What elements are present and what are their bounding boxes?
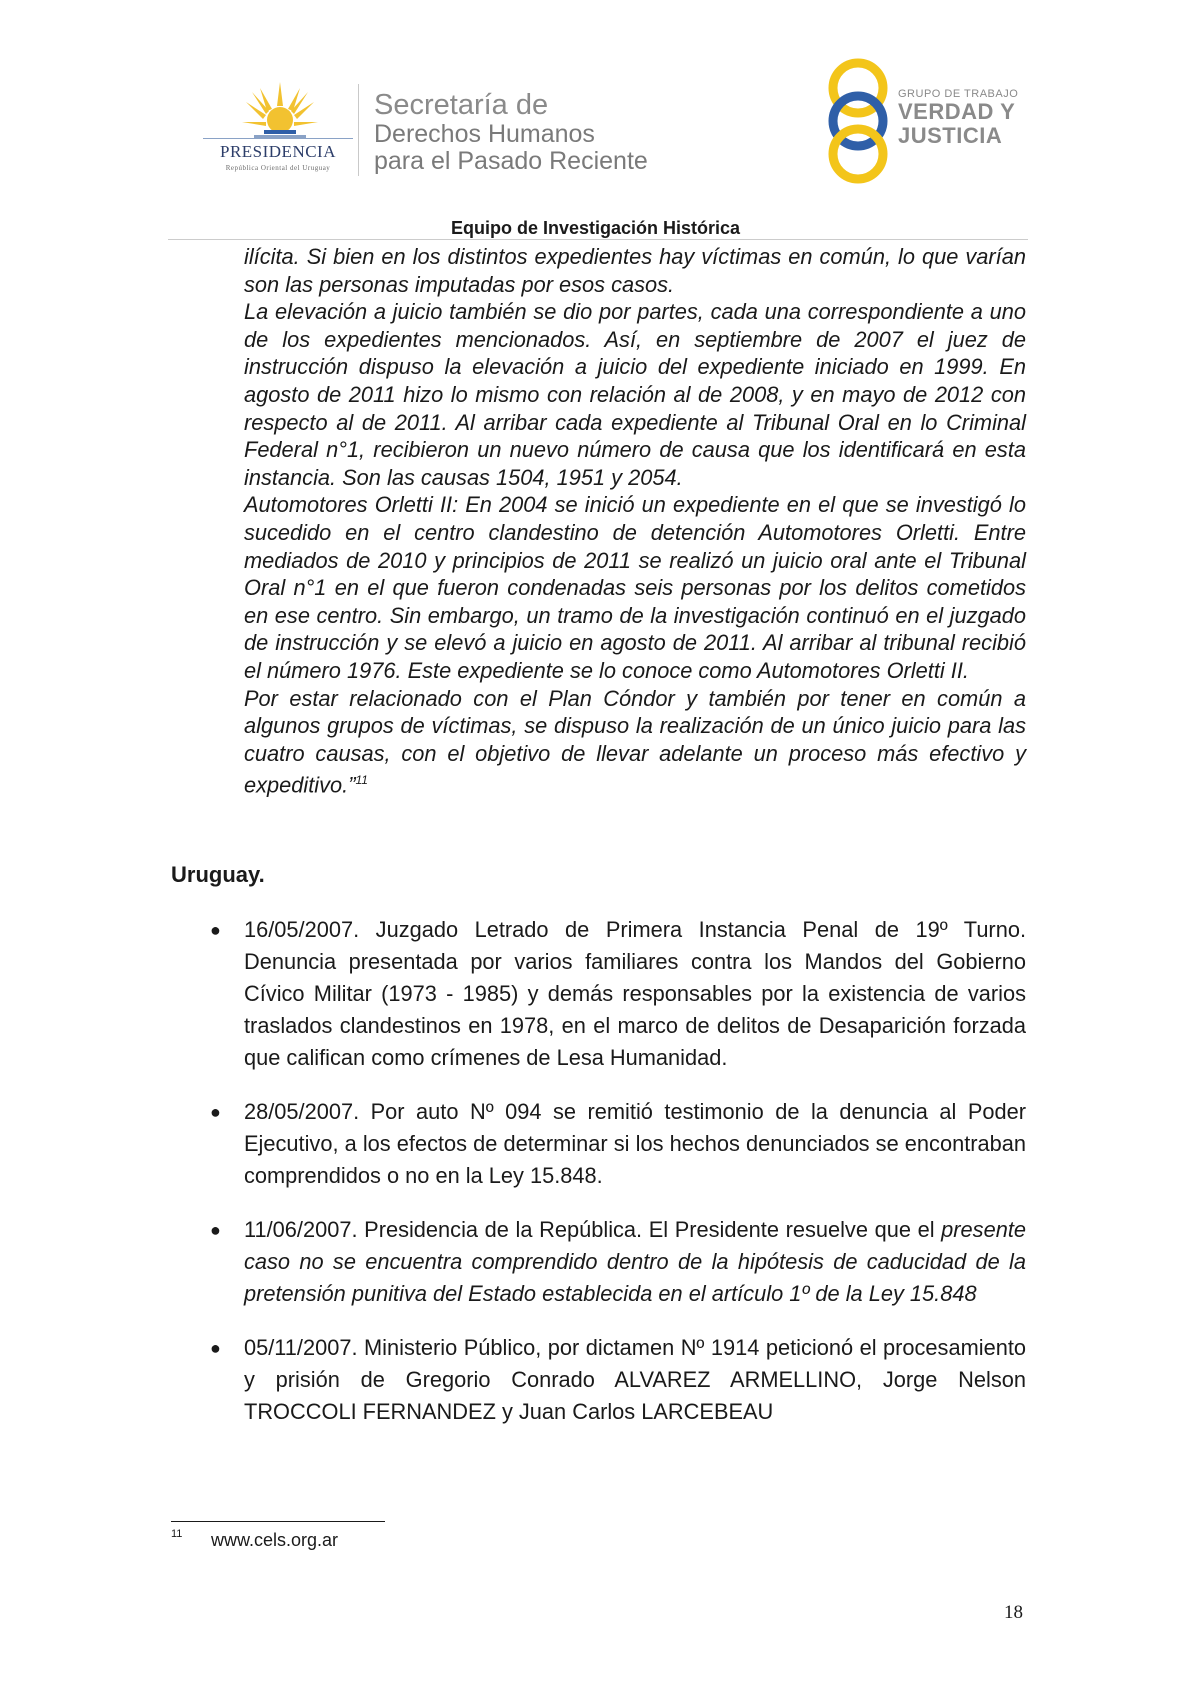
presidencia-subtitle: República Oriental del Uruguay	[225, 164, 331, 172]
bullet-icon: ●	[210, 1102, 221, 1122]
list-item-text: 16/05/2007. Juzgado Letrado de Primera Instancia Penal de 19º Turno. Denuncia presentada por varios familiares contra los Mandos del Gobierno Cívico Militar (1973 - 1985) y demás responsables por la existencia de varios traslados clandestinos en 1978, en el marco de delitos de Desaparición forzada que califican como crímenes de Lesa Humanidad.	[244, 917, 1026, 1070]
list-item	[206, 1214, 1026, 1310]
footnote-number: 11	[171, 1528, 183, 1540]
secretaria-logo	[374, 90, 648, 175]
bullet-icon: ●	[210, 1338, 221, 1358]
header-rule	[168, 239, 1028, 240]
quoted-text-block	[244, 243, 1026, 799]
linked-rings-icon	[822, 58, 894, 184]
verdad-justicia-text	[898, 88, 1018, 148]
quote-paragraph-2: La elevación a juicio también se dio por partes, cada una correspondiente a uno de los expedientes mencionados. Así, en septiembre de 2007 el juez de instrucción dispuso la elevación a juicio del expediente iniciado en 1999. En agosto de 2011 hizo lo mismo con relación al de 2008, y en mayo de 2012 con respecto al de 2011. Al arribar cada expediente al Tribunal Oral en lo Criminal Federal n°1, recibieron un nuevo número de causa que los identificará en esta instancia. Son las causas 1504, 1951 y 2054.	[244, 299, 1026, 490]
secretaria-line2: Derechos Humanos	[374, 120, 595, 148]
list-item	[206, 914, 1026, 1074]
grupo-line2: VERDAD Y	[898, 99, 1016, 124]
header-divider	[358, 84, 359, 176]
grupo-line1: GRUPO DE TRABAJO	[898, 88, 1019, 100]
quote-paragraph-3: Automotores Orletti II: En 2004 se inició un expediente en el que se investigó lo sucedido en el centro clandestino de detención Automotores Orletti. Entre mediados de 2010 y principios de 2011 se realizó un juicio oral ante el Tribunal Oral n°1 en el que fueron condenadas seis personas por los delitos cometidos en ese centro. Sin embargo, un tramo de la investigación continuó en el juzgado de instrucción y se elevó a juicio en agosto de 2011. Al arribar al tribunal recibió el número 1976. Este expediente se lo conoce como Automotores Orletti II.	[244, 492, 1026, 683]
list-item-italic-text: presente caso no se encuentra comprendido dentro de la hipótesis de caducidad de la pretensión punitiva del Estado establecida en el artículo 1º de la Ley 15.848	[244, 1217, 1026, 1306]
list-item-text: 28/05/2007. Por auto Nº 094 se remitió testimonio de la denuncia al Poder Ejecutivo, a los efectos de determinar si los hechos denunciados se encontraban comprendidos o no en la Ley 15.848.	[244, 1099, 1026, 1188]
bullet-icon: ●	[210, 1220, 221, 1240]
verdad-justicia-logo	[822, 58, 1032, 184]
presidencia-logo	[198, 78, 358, 178]
list-item-text: 05/11/2007. Ministerio Público, por dictamen Nº 1914 peticionó el procesamiento y prisión de Gregorio Conrado ALVAREZ ARMELLINO, Jorge Nelson TROCCOLI FERNANDEZ y Juan Carlos LARCEBEAU	[244, 1335, 1026, 1424]
quote-paragraph-4	[244, 685, 1026, 800]
quote-paragraph-1: ilícita. Si bien en los distintos expedientes hay víctimas en común, lo que varían son las personas imputadas por esos casos.	[244, 244, 1026, 297]
bullet-icon: ●	[210, 920, 221, 940]
page-number: 18	[1004, 1602, 1023, 1623]
grupo-line3: JUSTICIA	[898, 123, 1003, 148]
list-item	[206, 1332, 1026, 1428]
secretaria-line3: para el Pasado Reciente	[374, 147, 648, 175]
presidencia-divider	[203, 138, 353, 139]
footnote-reference[interactable]: 11	[355, 773, 368, 788]
chronology-list	[206, 914, 1026, 1450]
presidencia-name: PRESIDENCIA	[219, 142, 336, 161]
list-item	[206, 1096, 1026, 1192]
page-header	[0, 0, 1191, 220]
footnote-rule	[171, 1521, 385, 1522]
list-item-text: 11/06/2007. Presidencia de la República. El Presidente resuelve que el	[244, 1217, 942, 1242]
team-title: Equipo de Investigación Histórica	[450, 218, 741, 238]
quote-paragraph-4-text: Por estar relacionado con el Plan Cóndor y también por tener en común a algunos grupos de víctimas, se dispuso la realización de un único juicio para las cuatro causas, con el objetivo de llevar adelante un proceso más efectivo y expeditivo.”	[244, 685, 1026, 798]
secretaria-line1: Secretaría de	[374, 89, 549, 121]
section-title: Uruguay.	[171, 862, 265, 887]
footnote-link[interactable]: www.cels.org.ar	[211, 1530, 339, 1550]
